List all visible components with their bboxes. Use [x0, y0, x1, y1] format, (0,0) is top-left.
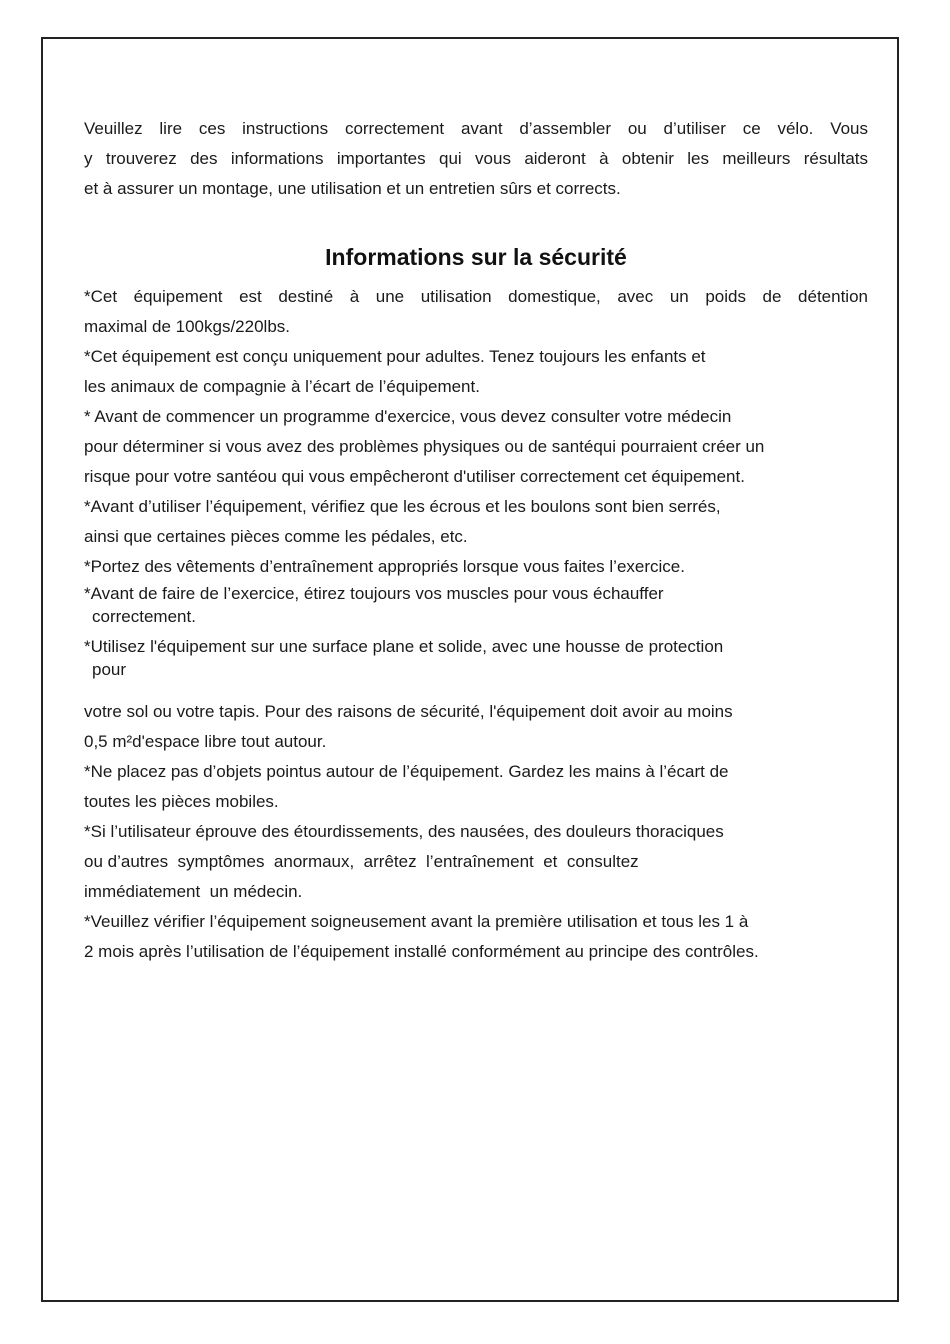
safety-line: correctement.: [92, 607, 196, 626]
safety-line: *Cet équipement est conçu uniquement pour adultes. Tenez toujours les enfants et: [84, 347, 706, 366]
safety-line: ainsi que certaines pièces comme les pédales, etc.: [84, 527, 468, 546]
safety-line: les animaux de compagnie à l’écart de l’équipement.: [84, 377, 480, 396]
safety-line: pour: [92, 660, 127, 679]
safety-list: [84, 282, 868, 967]
safety-line: *Si l’utilisateur éprouve des étourdissements, des nausées, des douleurs thoraciques: [84, 822, 724, 841]
safety-line: *Ne placez pas d’objets pointus autour de l’équipement. Gardez les mains à l’écart de: [84, 762, 729, 781]
safety-line: 0,5 m²d'espace libre tout autour.: [84, 732, 327, 751]
safety-line: votre sol ou votre tapis. Pour des raisons de sécurité, l'équipement doit avoir au moins: [84, 702, 733, 721]
safety-line: immédiatement un médecin.: [84, 882, 303, 901]
section-heading: Informations sur la sécurité: [325, 244, 627, 270]
safety-line: *Veuillez vérifier l’équipement soigneusement avant la première utilisation et tous les 1 à: [84, 912, 749, 931]
safety-line: * Avant de commencer un programme d'exercice, vous devez consulter votre médecin: [84, 407, 732, 426]
intro-paragraph: [84, 114, 868, 204]
safety-line: *Portez des vêtements d’entraînement appropriés lorsque vous faites l’exercice.: [84, 557, 685, 576]
safety-line: toutes les pièces mobiles.: [84, 792, 279, 811]
intro-line: et à assurer un montage, une utilisation et un entretien sûrs et corrects.: [84, 179, 621, 198]
safety-line: maximal de 100kgs/220lbs.: [84, 317, 291, 336]
intro-line: y trouverez des informations importantes qui vous aideront à obtenir les meilleurs résultats: [84, 149, 868, 168]
safety-line: *Cet équipement est destiné à une utilisation domestique, avec un poids de détention: [84, 287, 868, 306]
document-body: [84, 114, 868, 967]
intro-line: Veuillez lire ces instructions correctement avant d’assembler ou d’utiliser ce vélo. Vous: [84, 119, 868, 138]
safety-line: ou d’autres symptômes anormaux, arrêtez l’entraînement et consultez: [84, 852, 639, 871]
safety-line: pour déterminer si vous avez des problèmes physiques ou de santéqui pourraient créer un: [84, 437, 765, 456]
safety-line: *Avant d’utiliser l’équipement, vérifiez que les écrous et les boulons sont bien serrés,: [84, 497, 721, 516]
line-gap: [84, 681, 868, 697]
safety-line: 2 mois après l’utilisation de l’équipement installé conformément au principe des contrôles.: [84, 942, 759, 961]
safety-line: *Utilisez l'équipement sur une surface plane et solide, avec une housse de protection: [84, 637, 724, 656]
safety-line: *Avant de faire de l’exercice, étirez toujours vos muscles pour vous échauffer: [84, 584, 664, 603]
safety-line: risque pour votre santéou qui vous empêcheront d'utiliser correctement cet équipement.: [84, 467, 745, 486]
